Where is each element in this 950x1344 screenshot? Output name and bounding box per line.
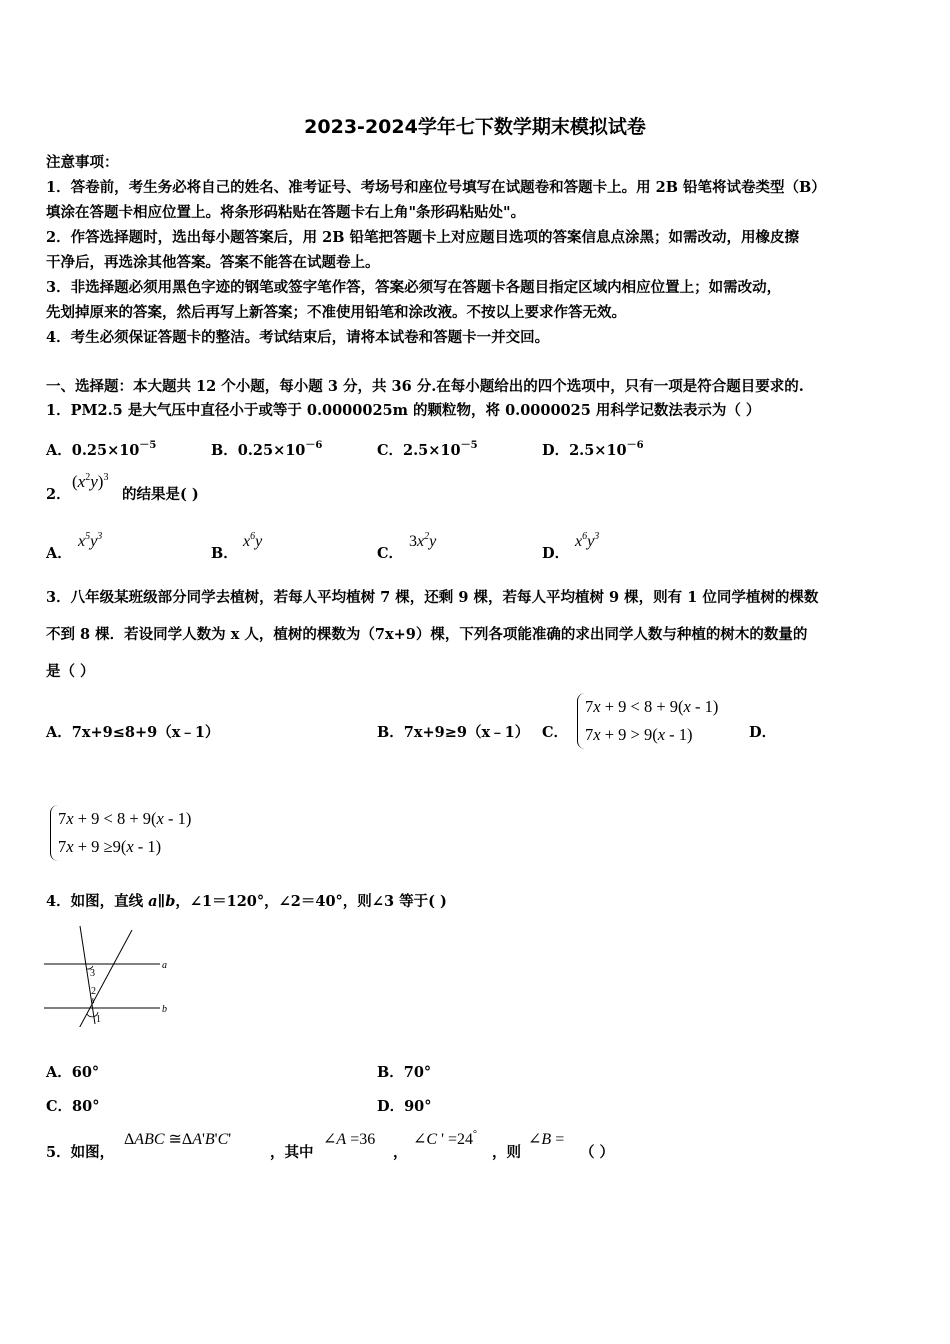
notice-heading: 注意事项： <box>46 154 119 171</box>
notice-line: 1．答卷前，考生务必将自己的姓名、准考证号、考场号和座位号填写在试题卷和答题卡上。用 2B 铅笔将试卷类型（B） <box>46 179 826 196</box>
q2-number: 2． <box>46 486 71 503</box>
q3-option-d-label: D． <box>749 724 777 741</box>
question-3-line: 不到 8 棵．若设同学人数为 x 人，植树的棵数为（7x+9）棵，下列各项能准确的求出同学人数与种植的树木的数量的 <box>46 626 808 643</box>
q3-option-b: B．7x+9≥9（x﹣1） <box>377 724 530 741</box>
q5-congruence: ΔABC ≅ΔA'B'C' <box>124 1131 232 1148</box>
parallel-lines-figure <box>40 922 180 1027</box>
q5-angle-c: ∠C ' =24° <box>413 1129 477 1148</box>
q4-option-a: A．60° <box>46 1064 100 1081</box>
q5-prefix: 5．如图， <box>46 1144 115 1161</box>
q5-text: ，其中 <box>270 1144 314 1161</box>
q5-text: ，则 <box>492 1144 521 1161</box>
q4-option-b: B．70° <box>377 1064 432 1081</box>
q2-option-b-expr: $x^6y$ <box>243 531 263 550</box>
q3-option-c-label: C． <box>542 724 569 741</box>
page-title: 2023-2024学年七下数学期末模拟试卷 <box>304 116 646 138</box>
q2-option-a-label: A． <box>46 545 72 562</box>
section-heading: 一、选择题：本大题共 12 个小题，每小题 3 分，共 36 分.在每小题给出的四个选项中，只有一项是符合题目要求的. <box>46 378 804 395</box>
q2-option-c-label: C． <box>377 545 404 562</box>
label-angle-1: 1 <box>96 1014 101 1025</box>
notice-line: 填涂在答题卡相应位置上。将条形码粘贴在答题卡右上角"条形码粘贴处"。 <box>46 204 526 221</box>
q2-option-d-expr: $x^6y^3$ <box>575 531 600 550</box>
q5-angle-a: ∠A =36 <box>323 1131 376 1148</box>
q2-option-d-label: D． <box>542 545 570 562</box>
q2-suffix: 的结果是( ) <box>122 486 199 503</box>
notice-line: 3．非选择题必须用黑色字迹的钢笔或签字笔作答，答案必须写在答题卡各题目指定区域内相应位置上；如需改动， <box>46 279 782 296</box>
notice-line: 4．考生必须保证答题卡的整洁。考试结束后，请将本试卷和答题卡一并交回。 <box>46 329 550 346</box>
q4-option-d: D．90° <box>377 1098 432 1115</box>
q1-option-b: B．$0.25\times 10^{-6}$ <box>211 440 323 459</box>
q2-option-a-expr: $x^5y^3$ <box>78 531 103 550</box>
q2-option-b-label: B． <box>211 545 238 562</box>
label-angle-3: 3 <box>90 968 95 979</box>
question-3-line: 是（ ） <box>46 663 95 680</box>
q1-option-d: D．$2.5\times 10^{-6}$ <box>542 440 644 459</box>
q2-option-c-expr: $3x^2y$ <box>409 531 437 550</box>
q1-option-a: A．$0.25\times 10^{-5}$ <box>46 440 157 459</box>
transversal-2 <box>76 930 132 1027</box>
q5-answer-blank: （ ） <box>580 1144 615 1161</box>
notice-line: 2．作答选择题时，选出每小题答案后，用 2B 铅笔把答题卡上对应题目选项的答案信息点涂黑；如需改动，用橡皮擦 <box>46 229 800 246</box>
q3-option-d-system: 7x + 9 < 8 + 9(x - 1) 7x + 9 ≥9(x - 1) <box>50 805 191 861</box>
label-b: b <box>162 1004 167 1015</box>
q5-text: ， <box>393 1144 408 1161</box>
question-3-line: 3．八年级某班级部分同学去植树，若每人平均植树 7 棵，还剩 9 棵，若每人平均植树 9 棵，则有 1 位同学植树的棵数 <box>46 589 819 606</box>
q2-expression: $(x^2y)^3$ <box>72 472 109 491</box>
question-1-stem: 1．PM2.5 是大气压中直径小于或等于 0.0000025m 的颗粒物，将 0.0000025 用科学记数法表示为（ ） <box>46 402 761 419</box>
q3-option-a: A．7x+9≤8+9（x﹣1） <box>46 724 220 741</box>
q5-angle-b: ∠B = <box>528 1131 565 1148</box>
notice-line: 干净后，再选涂其他答案。答案不能答在试题卷上。 <box>46 254 380 271</box>
question-4-stem: 4．如图，直线 a∥b，∠1＝120°，∠2＝40°，则∠3 等于( ) <box>46 893 447 910</box>
q1-option-c: C．$2.5\times 10^{-5}$ <box>377 440 478 459</box>
label-a: a <box>162 960 167 971</box>
q3-option-c-system: 7x + 9 < 8 + 9(x - 1) 7x + 9 > 9(x - 1) <box>577 693 718 749</box>
notice-line: 先划掉原来的答案，然后再写上新答案；不准使用铅笔和涂改液。不按以上要求作答无效。 <box>46 304 626 321</box>
q4-option-c: C．80° <box>46 1098 100 1115</box>
label-angle-2: 2 <box>91 986 96 997</box>
